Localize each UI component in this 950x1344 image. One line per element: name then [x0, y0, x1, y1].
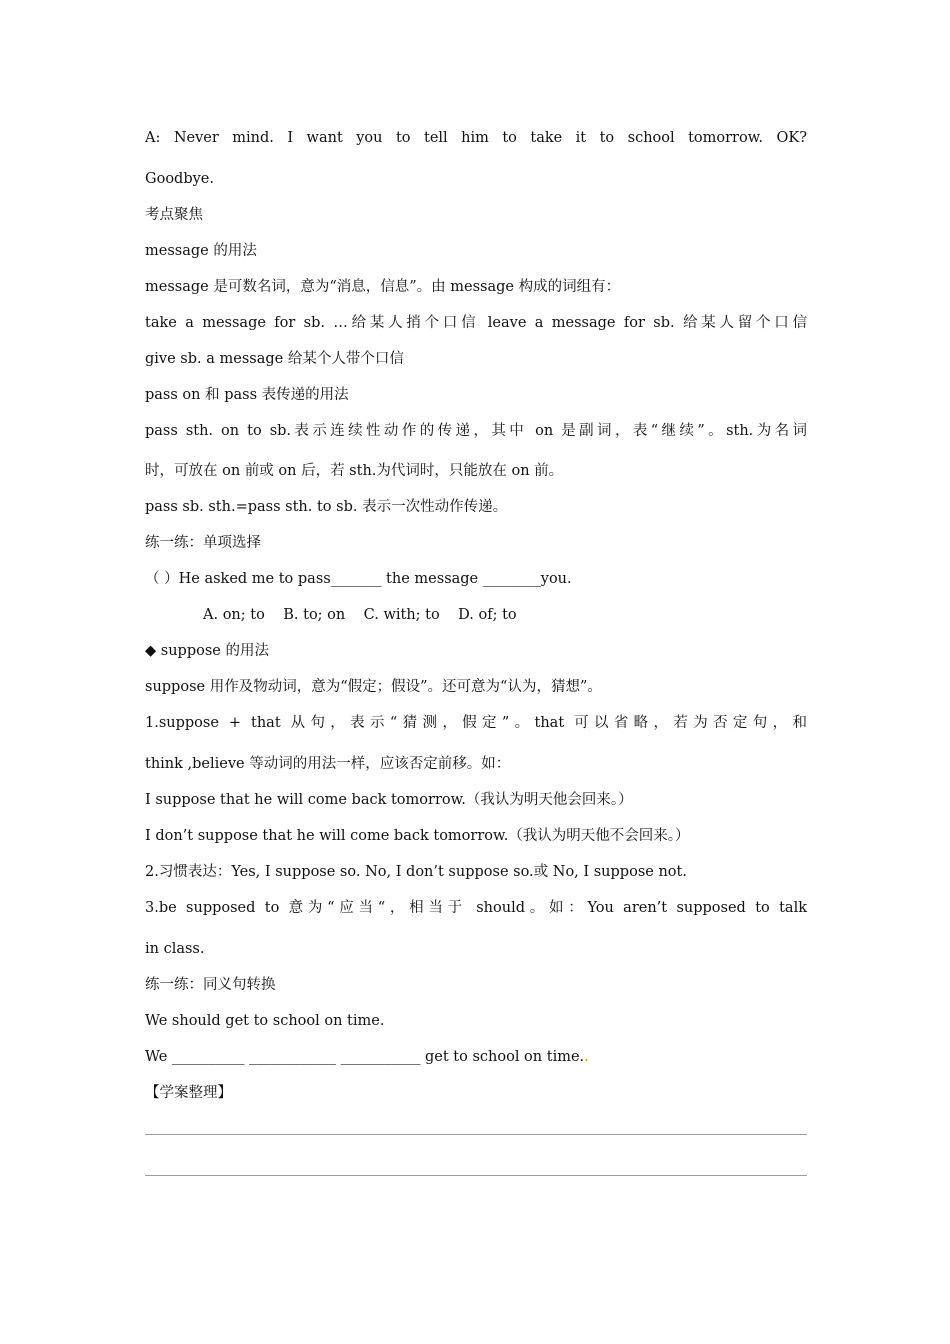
- paragraph: in class.: [145, 941, 205, 957]
- topic-heading: message 的用法: [145, 243, 257, 259]
- paragraph: pass sb. sth.=pass sth. to sb. 表示一次性动作传递。: [145, 499, 508, 515]
- topic-heading: pass on 和 pass 表传递的用法: [145, 387, 349, 403]
- exercise-blank-line: [145, 1047, 807, 1067]
- exercise-sentence: We should get to school on time.: [145, 1013, 385, 1029]
- paragraph: pass sth. on to sb.表示连续性动作的传递，其中 on 是副词，表“继续”。sth.为名词: [145, 423, 807, 439]
- answer-line: [145, 1175, 807, 1176]
- exercise-heading: 练一练：单项选择: [145, 535, 261, 551]
- answer-line: [145, 1134, 807, 1135]
- exercise-heading: 练一练：同义句转换: [145, 977, 276, 993]
- phrase-list: take a message for sb. …给某人捎个口信 leave a message for sb. 给某人留个口信: [145, 315, 807, 331]
- paragraph: 2.习惯表达：Yes, I suppose so. No, I don’t suppose so.或 No, I suppose not.: [145, 864, 687, 880]
- example-sentence: I don’t suppose that he will come back tomorrow.（我认为明天他不会回来。）: [145, 828, 690, 844]
- topic-heading: ◆ suppose 的用法: [145, 643, 269, 659]
- example-sentence: I suppose that he will come back tomorrow.（我认为明天他会回来。）: [145, 792, 633, 808]
- dialogue-line-end: Goodbye.: [145, 171, 214, 187]
- paragraph: message 是可数名词，意为“消息，信息”。由 message 构成的词组有：: [145, 279, 621, 295]
- paragraph: suppose 用作及物动词，意为“假定；假设”。还可意为“认为，猜想”。: [145, 679, 602, 695]
- dialogue-line: A: Never mind. I want you to tell him to take it to school tomorrow. OK?: [145, 130, 807, 146]
- exercise-blank-text: We __________ ____________ ___________ get to school on time.: [145, 1049, 585, 1065]
- exercise-options: A. on; to B. to; on C. with; to D. of; to: [203, 607, 517, 623]
- paragraph: 1.suppose + that 从句，表示“猜测，假定”。that 可以省略，若为否定句，和: [145, 715, 807, 731]
- section-heading: 考点聚焦: [145, 207, 203, 223]
- paragraph: think ,believe 等动词的用法一样，应该否定前移。如：: [145, 756, 511, 772]
- paragraph: 3.be supposed to 意为“应当“，相当于 should。如：You aren’t supposed to talk: [145, 900, 807, 916]
- exercise-question: （ ）He asked me to pass_______ the message ________you.: [145, 571, 572, 587]
- phrase-list: give sb. a message 给某个人带个口信: [145, 351, 404, 367]
- stray-dot: .: [584, 1049, 589, 1065]
- paragraph: 时，可放在 on 前或 on 后，若 sth.为代词时，只能放在 on 前。: [145, 463, 564, 479]
- summary-heading: 【学案整理】: [145, 1085, 232, 1101]
